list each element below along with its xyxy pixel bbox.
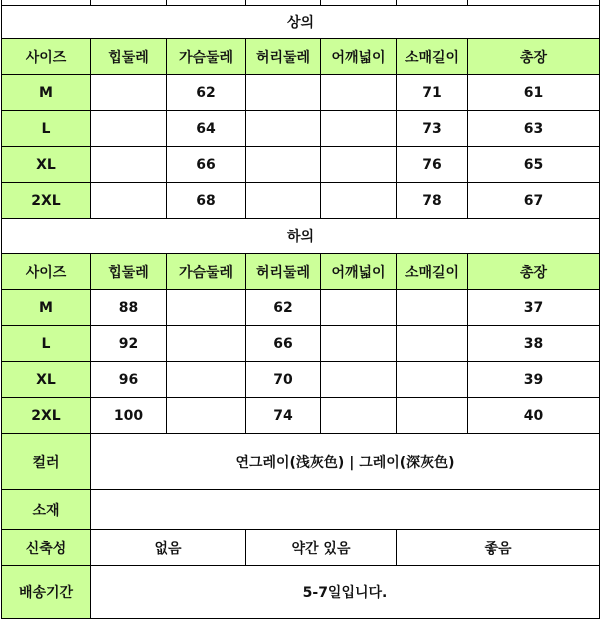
size-label: XL <box>2 147 91 183</box>
table-cell <box>321 326 397 362</box>
table-cell <box>246 111 321 147</box>
table-cell <box>321 290 397 326</box>
table-cell <box>167 362 246 398</box>
stretch-row <box>2 530 600 566</box>
table-cell: 62 <box>246 290 321 326</box>
color-label: 컬러 <box>2 434 91 490</box>
table-cell <box>397 326 468 362</box>
col-header-hip: 힙둘레 <box>91 39 167 75</box>
col-header-chest: 가슴둘레 <box>167 39 246 75</box>
col-header-length: 총장 <box>468 39 600 75</box>
shipping-row <box>2 566 600 619</box>
table-cell <box>246 183 321 219</box>
material-row <box>2 490 600 530</box>
table-cell: 92 <box>91 326 167 362</box>
table-cell <box>246 75 321 111</box>
size-label: 2XL <box>2 183 91 219</box>
table-cell: 71 <box>397 75 468 111</box>
table-cell: 66 <box>167 147 246 183</box>
table-row <box>2 75 600 111</box>
table-cell <box>167 290 246 326</box>
table-cell <box>91 111 167 147</box>
stretch-option-good: 좋음 <box>397 530 600 566</box>
size-label: L <box>2 326 91 362</box>
color-value: 연그레이(浅灰色) | 그레이(深灰色) <box>91 434 600 490</box>
size-label: L <box>2 111 91 147</box>
shipping-label: 배송기간 <box>2 566 91 619</box>
table-cell: 70 <box>246 362 321 398</box>
table-cell: 66 <box>246 326 321 362</box>
table-row <box>2 362 600 398</box>
table-cell: 63 <box>468 111 600 147</box>
table-cell <box>167 398 246 434</box>
table-cell: 67 <box>468 183 600 219</box>
table-cell: 76 <box>397 147 468 183</box>
stretch-option-some: 약간 있음 <box>246 530 397 566</box>
table-cell <box>397 290 468 326</box>
table-row <box>2 398 600 434</box>
col-header-shoulder: 어깨넓이 <box>321 39 397 75</box>
table-cell: 64 <box>167 111 246 147</box>
material-label: 소재 <box>2 490 91 530</box>
table-cell: 61 <box>468 75 600 111</box>
size-label: 2XL <box>2 398 91 434</box>
size-label: XL <box>2 362 91 398</box>
col-header-waist: 허리둘레 <box>246 39 321 75</box>
col-header-chest: 가슴둘레 <box>167 254 246 290</box>
table-cell <box>321 147 397 183</box>
table-cell <box>91 147 167 183</box>
stretch-label: 신축성 <box>2 530 91 566</box>
size-label: M <box>2 75 91 111</box>
col-header-length: 총장 <box>468 254 600 290</box>
size-chart-table <box>1 0 600 619</box>
col-header-sleeve: 소매길이 <box>397 254 468 290</box>
table-cell: 68 <box>167 183 246 219</box>
col-header-size: 사이즈 <box>2 254 91 290</box>
table-cell <box>397 362 468 398</box>
table-cell <box>167 326 246 362</box>
table-row <box>2 111 600 147</box>
col-header-hip: 힙둘레 <box>91 254 167 290</box>
col-header-waist: 허리둘레 <box>246 254 321 290</box>
top-section-title: 상의 <box>2 6 600 39</box>
table-cell: 100 <box>91 398 167 434</box>
table-cell: 74 <box>246 398 321 434</box>
table-cell: 39 <box>468 362 600 398</box>
shipping-value: 5-7일입니다. <box>91 566 600 619</box>
table-cell <box>321 183 397 219</box>
table-row <box>2 326 600 362</box>
table-cell: 62 <box>167 75 246 111</box>
table-row <box>2 183 600 219</box>
table-cell: 40 <box>468 398 600 434</box>
table-cell: 88 <box>91 290 167 326</box>
table-cell <box>397 398 468 434</box>
color-row <box>2 434 600 490</box>
table-cell: 37 <box>468 290 600 326</box>
stretch-option-none: 없음 <box>91 530 246 566</box>
table-cell <box>91 183 167 219</box>
top-header-row <box>2 39 600 75</box>
table-cell: 65 <box>468 147 600 183</box>
table-cell <box>321 362 397 398</box>
table-row <box>2 290 600 326</box>
size-label: M <box>2 290 91 326</box>
table-cell <box>321 111 397 147</box>
table-row <box>2 147 600 183</box>
bottom-header-row <box>2 254 600 290</box>
material-value <box>91 490 600 530</box>
table-cell: 73 <box>397 111 468 147</box>
table-cell <box>246 147 321 183</box>
table-cell <box>91 75 167 111</box>
col-header-shoulder: 어깨넓이 <box>321 254 397 290</box>
col-header-sleeve: 소매길이 <box>397 39 468 75</box>
table-cell <box>321 75 397 111</box>
col-header-size: 사이즈 <box>2 39 91 75</box>
table-cell: 38 <box>468 326 600 362</box>
bottom-section-title: 하의 <box>2 219 600 254</box>
table-cell: 78 <box>397 183 468 219</box>
table-cell: 96 <box>91 362 167 398</box>
table-cell <box>321 398 397 434</box>
